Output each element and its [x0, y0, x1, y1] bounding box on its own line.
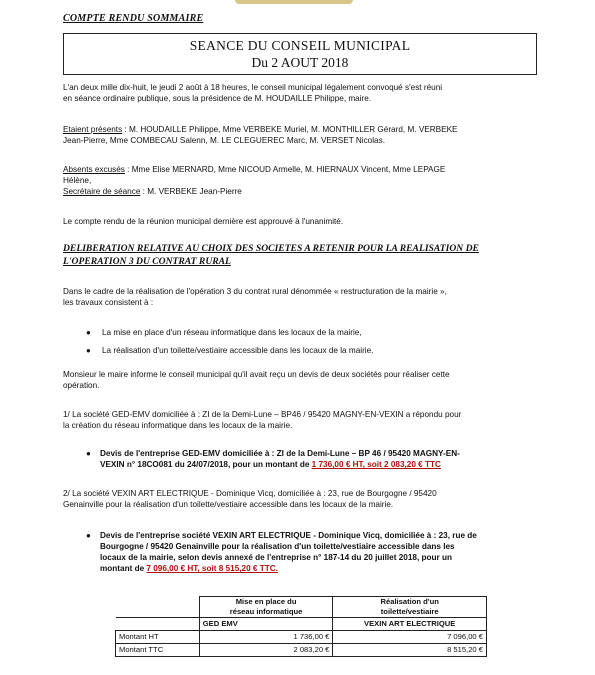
context-line-1: Dans le cadre de la réalisation de l'opération 3 du contrat rural dénommée « restructuration de la mairie », [63, 287, 447, 296]
company1-devis-line-1: Devis de l'entreprise GED-EMV domiciliée à : ZI de la Demi-Lune – BP 46 / 95420 MAGNY-EN- [100, 449, 460, 458]
approval-text: Le compte rendu de la réunion municipal dernière est approuvé à l'unanimité. [63, 217, 344, 226]
bullet-icon: ● [86, 346, 91, 355]
work-item-2: La réalisation d'un toilette/vestiaire accessible dans les locaux de la mairie. [102, 346, 374, 355]
absents-line-2: Hélène, [63, 176, 92, 185]
absents-paragraph [63, 164, 541, 197]
company2-line-2: Genainville pour la réalisation d'un toilette/vestiaire accessible dans les locaux de la mairie. [63, 500, 394, 509]
row-ht-value-2: 7 096,00 € [333, 631, 487, 644]
company2-line-1: 2/ La société VEXIN ART ELECTRIQUE - Dominique Vicq, domiciliée à : 23, rue de Bourgogne / 95420 [63, 489, 437, 498]
table-corner-cell [116, 597, 200, 618]
bullet-icon: ● [86, 449, 91, 458]
deliberation-title-line-1: DELIBERATION RELATIVE AU CHOIX DES SOCIETES A RETENIR POUR LA REALISATION DE [63, 243, 479, 254]
company2-devis-amount: 7 096,00 € HT, soit 8 515,20 € TTC. [146, 564, 278, 573]
company2-devis [86, 530, 541, 574]
work-item-1: La mise en place d'un réseau informatique dans les locaux de la mairie, [102, 328, 362, 337]
context-line-2: les travaux consistent à : [63, 298, 154, 307]
row-ttc-value-1: 2 083,20 € [199, 644, 333, 657]
table-blank-cell [116, 618, 200, 631]
bullet-icon: ● [86, 531, 91, 540]
col1-header-line-2: réseau informatique [229, 607, 303, 616]
deliberation-title [63, 242, 541, 268]
info-paragraph [63, 369, 541, 391]
presents-paragraph [63, 124, 541, 146]
company1-paragraph [63, 409, 541, 431]
table-row [116, 631, 487, 644]
col2-header-line-1: Réalisation d'un [380, 597, 439, 606]
info-line-1: Monsieur le maire informe le conseil municipal qu'il avait reçu un devis de deux sociétés pour réaliser cette [63, 370, 450, 379]
absents-line-1: : Mme Elise MERNARD, Mme NICOUD Armelle, M. HIERNAUX Vincent, Mme LEPAGE [124, 165, 446, 174]
presents-line-2: Jean-Pierre, Mme COMBECAU Salenn, M. LE CLEGUEREC Marc, M. VERSET Nicolas. [63, 136, 385, 145]
presents-label: Etaient présents [63, 125, 123, 134]
table-company-row [116, 618, 487, 631]
company1-devis [86, 448, 541, 470]
company2-devis-line-3: locaux de la mairie, selon devis annexé de l'entreprise n° 187-14 du 20 juillet 2018, pour un [100, 553, 452, 562]
row-label-ttc: Montant TTC [116, 644, 200, 657]
company1-devis-line-2: VEXIN n° 18CO081 du 24/07/2018, pour un montant de [100, 460, 312, 469]
col2-header-line-2: toilette/vestiaire [380, 607, 439, 616]
cost-summary-table [115, 596, 487, 657]
table-col1-header [199, 597, 333, 618]
company1-line-1: 1/ La société GED-EMV domiciliée à : ZI de la Demi-Lune – BP46 / 95420 MAGNY-EN-VEXIN a répondu pour [63, 410, 462, 419]
letterhead-logo-strip [235, 0, 353, 4]
table-row [116, 644, 487, 657]
table-col2-company: VEXIN ART ELECTRIQUE [333, 618, 487, 631]
intro-line-2: en séance ordinaire publique, sous la présidence de M. HOUDAILLE Philippe, maire. [63, 94, 372, 103]
presents-line-1: : M. HOUDAILLE Philippe, Mme VERBEKE Muriel, M. MONTHILLER Gérard, M. VERBEKE [122, 125, 458, 134]
title-box [63, 33, 537, 75]
company1-devis-amount: 1 736,00 € HT, soit 2 083,20 € TTC [311, 460, 441, 469]
table-col2-header [333, 597, 487, 618]
row-ht-value-1: 1 736,00 € [199, 631, 333, 644]
company2-devis-line-2: Bourgogne / 95420 Genainville pour la réalisation d'un toilette/vestiaire accessible dans les [100, 542, 455, 551]
company2-devis-line-1: Devis de l'entreprise société VEXIN ART ELECTRIQUE - Dominique Vicq, domiciliée à : 23, rue de [100, 531, 477, 540]
absents-label: Absents excusés [63, 165, 125, 174]
col1-header-line-1: Mise en place du [235, 597, 297, 606]
list-item [86, 327, 526, 345]
info-line-2: opération. [63, 381, 100, 390]
intro-paragraph [63, 82, 541, 104]
intro-line-1: L'an deux mille dix-huit, le jeudi 2 août à 18 heures, le conseil municipal légalement convoqué s'est réuni [63, 83, 443, 92]
row-ttc-value-2: 8 515,20 € [333, 644, 487, 657]
meeting-date: Du 2 AOUT 2018 [251, 55, 349, 70]
company2-paragraph [63, 488, 541, 510]
row-label-ht: Montant HT [116, 631, 200, 644]
secretaire-label: Secrétaire de séance [63, 187, 141, 196]
table-col1-company: GED EMV [199, 618, 333, 631]
document-header-label: COMPTE RENDU SOMMAIRE [63, 13, 204, 24]
works-list [86, 327, 526, 363]
list-item [86, 345, 526, 363]
bullet-icon: ● [86, 328, 91, 337]
context-paragraph [63, 286, 541, 308]
secretaire-value: : M. VERBEKE Jean-Pierre [140, 187, 242, 196]
company1-line-2: la création du réseau informatique dans les locaux de la mairie. [63, 421, 293, 430]
company2-devis-line-4: montant de [100, 564, 147, 573]
table-header-row [116, 597, 487, 618]
deliberation-title-line-2: L'OPERATION 3 DU CONTRAT RURAL [63, 256, 231, 267]
meeting-title: SEANCE DU CONSEIL MUNICIPAL [189, 38, 411, 53]
